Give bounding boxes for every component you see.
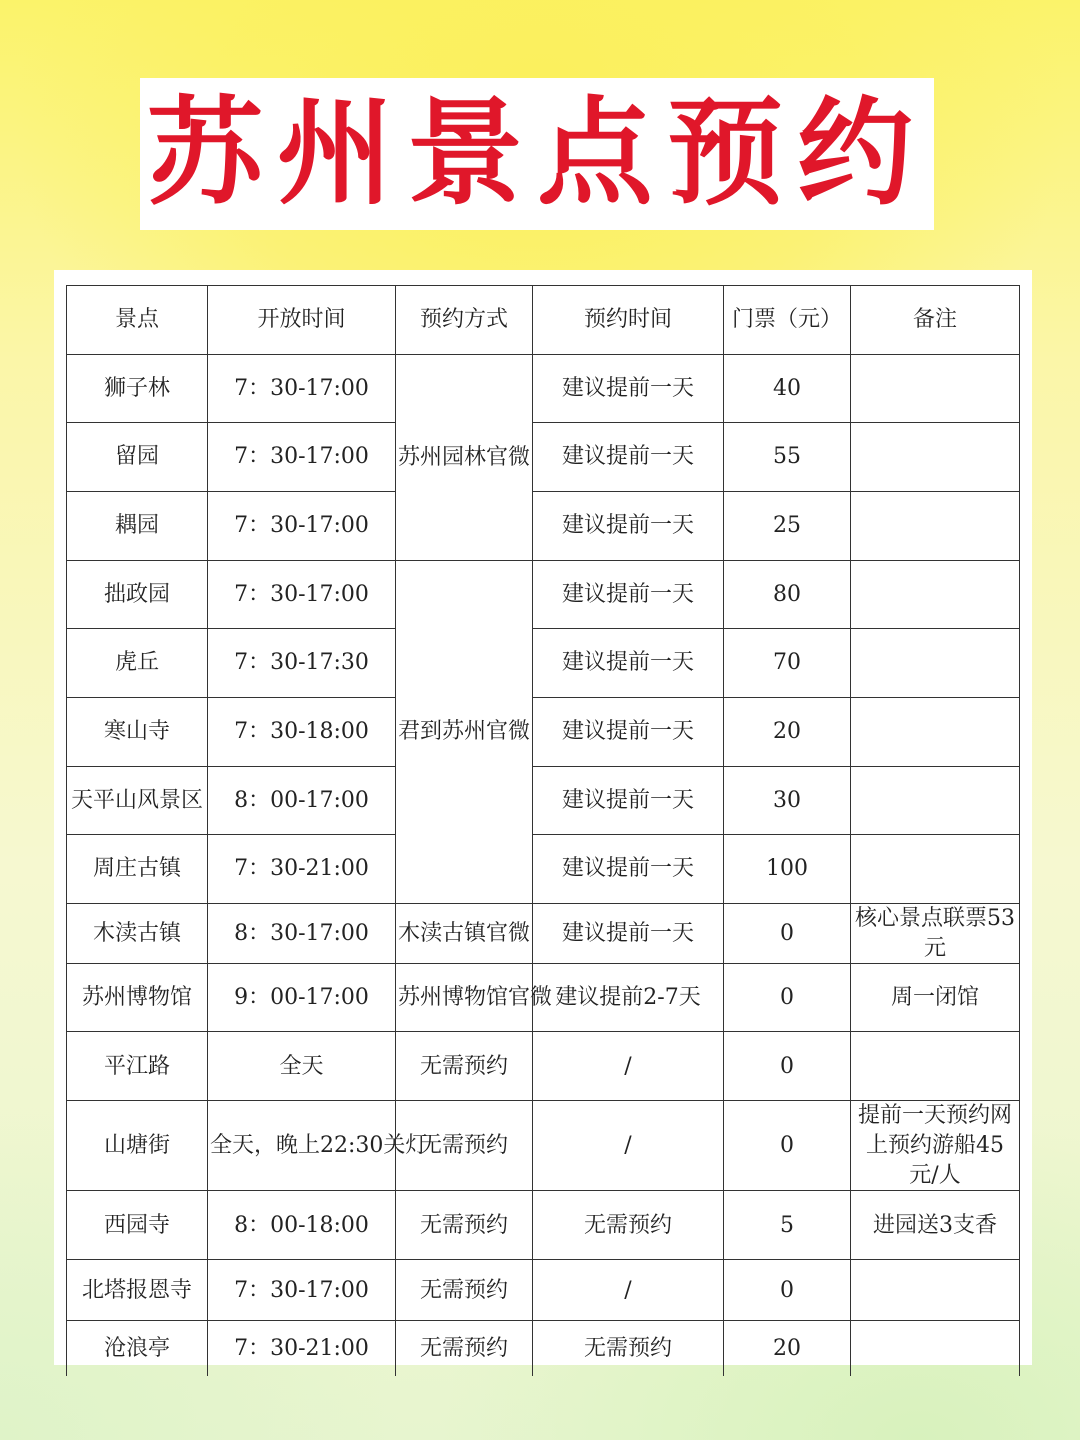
cell-note [851,492,1020,561]
cell-hours: 全天 [208,1032,396,1101]
title-banner [140,78,934,230]
cell-method: 无需预约 [396,1191,533,1260]
cell-note [851,835,1020,904]
table-row [67,1191,1020,1260]
cell-name: 周庄古镇 [67,835,208,904]
cell-hours: 7：30-17:00 [208,355,396,423]
cell-ticket: 70 [724,629,851,698]
cell-name: 留园 [67,423,208,492]
cell-note [851,561,1020,629]
cell-hours: 7：30-18:00 [208,698,396,767]
page-title: 苏州景点预约 [147,86,927,221]
cell-name: 虎丘 [67,629,208,698]
cell-name: 沧浪亭 [67,1321,208,1376]
table-row [67,1101,1020,1191]
column-header-note: 备注 [851,286,1020,355]
cell-ticket: 0 [724,904,851,964]
cell-note [851,1321,1020,1376]
cell-method: 无需预约 [396,1101,533,1191]
cell-note [851,698,1020,767]
table-row [67,423,1020,492]
cell-advance: 无需预约 [533,1321,724,1376]
cell-hours: 7：30-17:00 [208,492,396,561]
cell-note: 周一闭馆 [851,964,1020,1032]
cell-name: 狮子林 [67,355,208,423]
cell-advance: 建议提前2-7天 [533,964,724,1032]
table-row [67,767,1020,835]
table-row [67,964,1020,1032]
cell-name: 木渎古镇 [67,904,208,964]
column-header-advance: 预约时间 [533,286,724,355]
column-header-name: 景点 [67,286,208,355]
cell-ticket: 25 [724,492,851,561]
cell-note [851,1032,1020,1101]
cell-advance: / [533,1032,724,1101]
cell-ticket: 0 [724,964,851,1032]
table-row [67,1260,1020,1321]
cell-advance: 建议提前一天 [533,629,724,698]
cell-hours: 7：30-17:00 [208,561,396,629]
cell-name: 西园寺 [67,1191,208,1260]
cell-ticket: 20 [724,698,851,767]
table-row [67,629,1020,698]
schedule-table [66,285,1020,1376]
cell-name: 耦园 [67,492,208,561]
cell-method: 无需预约 [396,1032,533,1101]
cell-ticket: 80 [724,561,851,629]
cell-ticket: 55 [724,423,851,492]
table-row [67,561,1020,629]
cell-method: 无需预约 [396,1321,533,1376]
cell-note: 核心景点联票53元 [851,904,1020,964]
cell-ticket: 0 [724,1260,851,1321]
table-header-row [67,286,1020,355]
cell-advance: 建议提前一天 [533,904,724,964]
column-header-method: 预约方式 [396,286,533,355]
cell-hours: 全天，晚上22:30关灯 [208,1101,396,1191]
cell-method: 君到苏州官微 [396,561,533,904]
cell-note [851,355,1020,423]
cell-hours: 8：30-17:00 [208,904,396,964]
cell-advance: / [533,1260,724,1321]
column-header-ticket: 门票（元） [724,286,851,355]
cell-method: 苏州博物馆官微 [396,964,533,1032]
cell-name: 拙政园 [67,561,208,629]
cell-note [851,1260,1020,1321]
cell-note: 进园送3支香 [851,1191,1020,1260]
cell-ticket: 20 [724,1321,851,1376]
table-row [67,355,1020,423]
cell-hours: 8：00-18:00 [208,1191,396,1260]
cell-hours: 7：30-17:30 [208,629,396,698]
table-row [67,492,1020,561]
cell-advance: 建议提前一天 [533,492,724,561]
cell-hours: 7：30-17:00 [208,1260,396,1321]
cell-ticket: 40 [724,355,851,423]
table-row [67,835,1020,904]
cell-advance: 建议提前一天 [533,355,724,423]
table-row [67,1032,1020,1101]
cell-ticket: 30 [724,767,851,835]
cell-hours: 9：00-17:00 [208,964,396,1032]
cell-method: 木渎古镇官微 [396,904,533,964]
cell-name: 山塘街 [67,1101,208,1191]
cell-note: 提前一天预约网上预约游船45元/人 [851,1101,1020,1191]
cell-advance: 建议提前一天 [533,423,724,492]
cell-method: 苏州园林官微 [396,355,533,561]
cell-ticket: 5 [724,1191,851,1260]
cell-method: 无需预约 [396,1260,533,1321]
column-header-hours: 开放时间 [208,286,396,355]
cell-note [851,423,1020,492]
cell-hours: 7：30-21:00 [208,1321,396,1376]
cell-name: 北塔报恩寺 [67,1260,208,1321]
cell-advance: 无需预约 [533,1191,724,1260]
table-row [67,698,1020,767]
cell-name: 天平山风景区 [67,767,208,835]
table-row [67,904,1020,964]
cell-note [851,629,1020,698]
cell-ticket: 0 [724,1032,851,1101]
cell-advance: 建议提前一天 [533,835,724,904]
cell-advance: 建议提前一天 [533,561,724,629]
cell-hours: 7：30-17:00 [208,423,396,492]
cell-name: 寒山寺 [67,698,208,767]
cell-name: 平江路 [67,1032,208,1101]
cell-note [851,767,1020,835]
table-row [67,1321,1020,1376]
cell-hours: 8：00-17:00 [208,767,396,835]
cell-advance: 建议提前一天 [533,698,724,767]
cell-name: 苏州博物馆 [67,964,208,1032]
cell-ticket: 100 [724,835,851,904]
cell-advance: / [533,1101,724,1191]
cell-hours: 7：30-21:00 [208,835,396,904]
cell-advance: 建议提前一天 [533,767,724,835]
cell-ticket: 0 [724,1101,851,1191]
